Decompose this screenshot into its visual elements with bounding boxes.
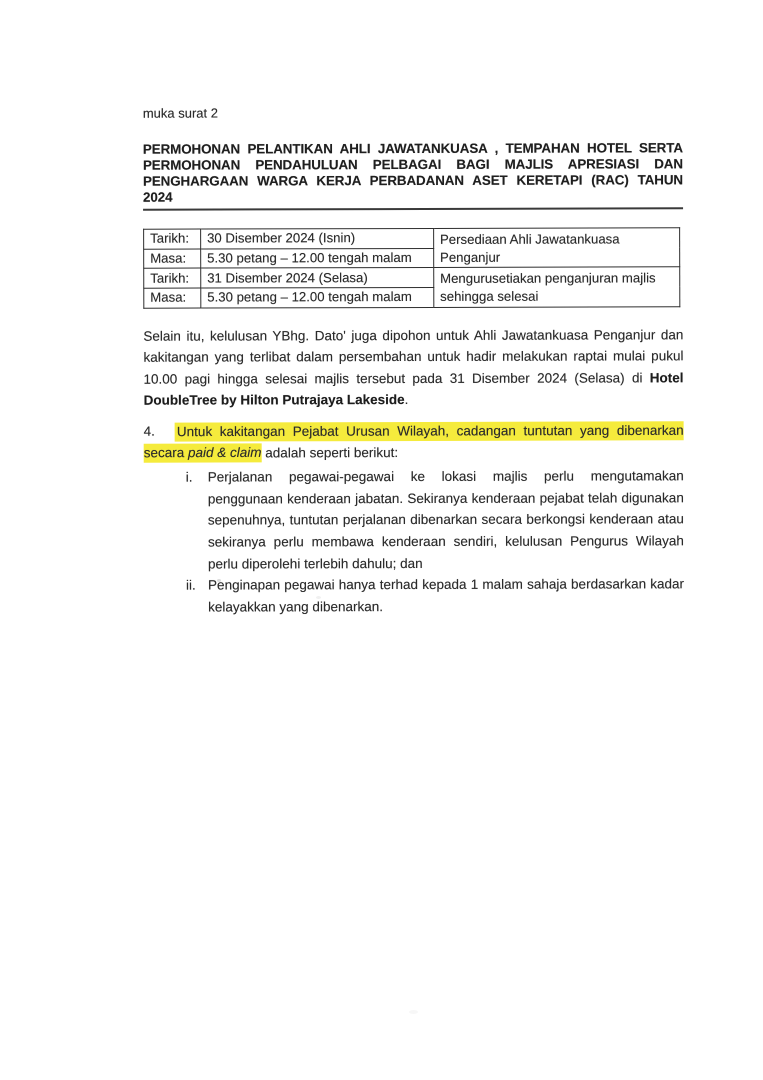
document-content bbox=[143, 0, 685, 618]
scan-speck bbox=[217, 579, 221, 582]
table-cell-value: 31 Disember 2024 (Selasa) bbox=[201, 268, 434, 288]
paragraph-item-4 bbox=[144, 419, 684, 464]
scan-speck bbox=[316, 596, 321, 599]
highlight-text: Untuk kakitangan Pejabat Urusan Wilayah, cadangan tuntutan yang dibenarkan secara bbox=[143, 422, 684, 461]
item-4-number: 4. bbox=[143, 423, 155, 439]
list-item-text: Perjalanan pegawai-pegawai ke lokasi majlis perlu mengutamakan penggunaan kenderaan jabatan. Sekiranya kenderaan pejabat telah digunakan sepenuhnya, tuntutan perjalanan dibenarkan secara berkongsi kenderaan atau sekiranya perlu membawa kenderaan sendiri, kelulusan Pengurus Wilayah perlu diperolehi terlebih dahulu; dan bbox=[207, 468, 684, 572]
table-row bbox=[144, 228, 680, 249]
item-4-rest: adalah seperti berikut: bbox=[261, 444, 399, 460]
table-cell-value: 30 Disember 2024 (Isnin) bbox=[201, 228, 434, 248]
list-item bbox=[144, 465, 684, 574]
table-cell-value: 5.30 petang – 12.00 tengah malam bbox=[201, 287, 434, 307]
table-cell-label: Masa: bbox=[144, 249, 201, 269]
highlighted-text bbox=[144, 421, 684, 463]
list-item bbox=[144, 573, 684, 618]
schedule-table bbox=[143, 227, 680, 308]
scan-speck bbox=[409, 1010, 418, 1014]
roman-numeral-list bbox=[144, 465, 684, 618]
document-title-line: PERMOHONAN PELANTIKAN AHLI JAWATANKUASA , TEMPAHAN HOTEL SERTA bbox=[142, 140, 683, 157]
table-cell-label: Tarikh: bbox=[144, 229, 201, 249]
table-row bbox=[144, 267, 680, 288]
list-item-marker: i. bbox=[185, 469, 193, 485]
table-cell-note: Persediaan Ahli Jawatankuasa Penganjur bbox=[433, 228, 679, 268]
document-title bbox=[143, 140, 683, 210]
list-item-marker: ii. bbox=[186, 577, 196, 593]
paragraph-raptai-tail: . bbox=[404, 392, 409, 408]
paragraph-raptai-text: Selain itu, kelulusan YBhg. Dato' juga dipohon untuk Ahli Jawatankuasa Penganjur dan kakitangan yang terlibat dalam persembahan untuk hadir melakukan raptai mulai pukul 10.00 pagi hingga selesai majlis tersebut pada 31 Disember 2024 (Selasa) di bbox=[143, 326, 684, 387]
table-cell-label: Masa: bbox=[144, 288, 201, 308]
highlight-italic-paid-claim: paid & claim bbox=[187, 444, 262, 461]
list-item-text: Penginapan pegawai hanya terhad kepada 1 malam sahaja berdasarkan kadar kelayakkan yang dibenarkan. bbox=[208, 576, 685, 615]
table-cell-label: Tarikh: bbox=[144, 268, 201, 288]
document-title-line: 2024 bbox=[143, 189, 173, 205]
document-title-line: PERMOHONAN PENDAHULUAN PELBAGAI BAGI MAJLIS APRESIASI DAN bbox=[142, 156, 683, 173]
table-cell-value: 5.30 petang – 12.00 tengah malam bbox=[201, 248, 434, 268]
page-number-label: muka surat 2 bbox=[142, 105, 218, 121]
document-title-line: PENGHARGAAN WARGA KERJA PERBADANAN ASET KERETAPI (RAC) TAHUN bbox=[142, 172, 684, 189]
table-cell-note: Mengurusetiakan penganjuran majlis sehingga selesai bbox=[434, 267, 680, 307]
paragraph-raptai bbox=[143, 324, 683, 412]
hotel-name-bold: Hotel DoubleTree by Hilton Putrajaya Lakeside bbox=[143, 370, 684, 409]
